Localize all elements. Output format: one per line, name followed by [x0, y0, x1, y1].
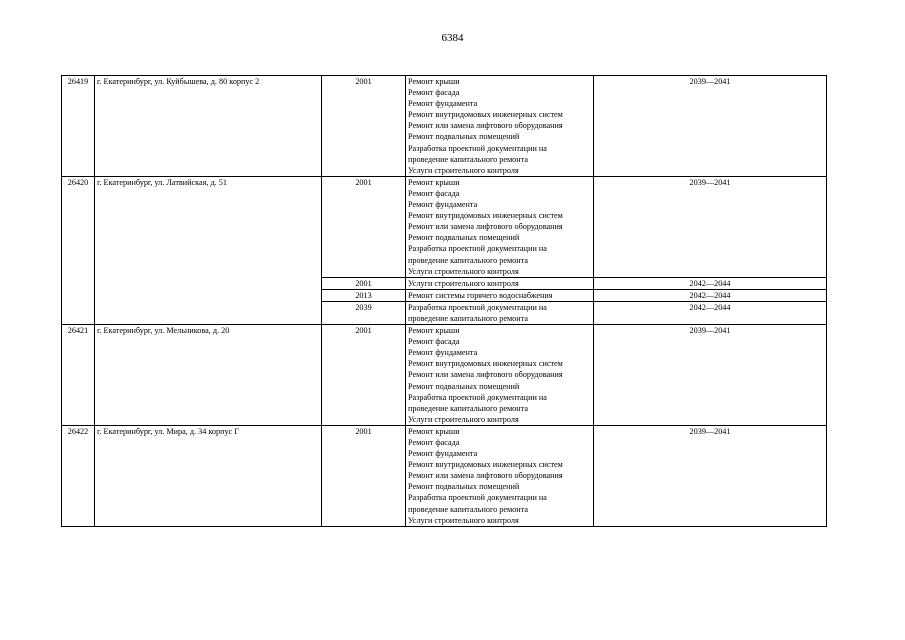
works-cell [406, 176, 594, 277]
work-item: Ремонт фасада [408, 337, 460, 347]
work-item: проведение капитального ремонта [408, 403, 528, 413]
work-item: Ремонт фасада [408, 438, 460, 447]
work-item: Ремонт внутридомовых инженерных систем [408, 460, 563, 470]
work-item: Ремонт или замена лифтового оборудования [408, 370, 563, 380]
work-item: Ремонт фундамента [408, 449, 478, 459]
work-item: Ремонт подвальных помещений [408, 482, 520, 492]
works-cell [406, 289, 594, 301]
works-cell [406, 301, 594, 324]
year-cell: 2001 [322, 425, 406, 526]
work-item: Ремонт подвальных помещений [408, 381, 520, 391]
work-item: Ремонт системы горячего водоснабжения [408, 290, 553, 300]
work-item: Ремонт крыши [408, 326, 460, 336]
work-item: Услуги строительного контроля [408, 278, 519, 288]
work-item: Разработка проектной документации на [408, 244, 547, 254]
works-cell [406, 277, 594, 289]
table-row [62, 325, 827, 426]
year-cell: 2013 [322, 289, 406, 301]
work-item: Ремонт фасада [408, 88, 460, 98]
work-item: Ремонт внутридомовых инженерных систем [408, 211, 563, 221]
works-cell [406, 76, 594, 177]
year-cell: 2001 [322, 176, 406, 277]
building-address: г. Екатеринбург, ул. Куйбышева, д. 80 корпус 2 [95, 76, 322, 177]
building-address: г. Екатеринбург, ул. Мира, д. 34 корпус Г [95, 425, 322, 526]
period-cell: 2039—2041 [594, 425, 827, 526]
work-item: Услуги строительного контроля [408, 266, 519, 276]
work-item: Разработка проектной документации на [408, 493, 547, 503]
work-item: Разработка проектной документации на [408, 392, 547, 402]
building-id: 26421 [62, 325, 95, 426]
period-cell: 2039—2041 [594, 325, 827, 426]
work-item: Ремонт внутридомовых инженерных систем [408, 110, 563, 120]
repair-schedule-table [61, 75, 827, 527]
work-item: Ремонт подвальных помещений [408, 233, 520, 243]
work-item: Ремонт крыши [408, 77, 460, 86]
building-id: 26419 [62, 76, 95, 177]
work-item: Ремонт или замена лифтового оборудования [408, 121, 563, 131]
year-cell: 2001 [322, 76, 406, 177]
work-item: Ремонт фундамента [408, 99, 478, 109]
period-cell: 2042—2044 [594, 289, 827, 301]
building-id: 26420 [62, 176, 95, 324]
work-item: Ремонт подвальных помещений [408, 132, 520, 142]
work-item: Ремонт фундамента [408, 348, 478, 358]
year-cell: 2001 [322, 277, 406, 289]
table-row [62, 176, 827, 277]
work-item: Ремонт крыши [408, 426, 460, 436]
work-item: Услуги строительного контроля [408, 165, 519, 175]
works-cell [406, 325, 594, 426]
work-item: Ремонт фундамента [408, 200, 478, 210]
work-item: Ремонт или замена лифтового оборудования [408, 222, 563, 232]
work-item: Услуги строительного контроля [408, 414, 519, 424]
year-cell: 2039 [322, 301, 406, 324]
page-number: 6384 [441, 32, 464, 44]
period-cell: 2039—2041 [594, 176, 827, 277]
year-cell: 2001 [322, 325, 406, 426]
period-cell: 2039—2041 [594, 76, 827, 177]
work-item: Разработка проектной документации на [408, 302, 547, 312]
work-item: проведение капитального ремонта [408, 154, 528, 164]
work-item: Ремонт или замена лифтового оборудования [408, 471, 563, 481]
building-address: г. Екатеринбург, ул. Латвийская, д. 51 [95, 176, 322, 324]
table-body [62, 76, 827, 527]
work-item: Ремонт фасада [408, 188, 460, 198]
table-row [62, 76, 827, 177]
period-cell: 2042—2044 [594, 277, 827, 289]
work-item: Ремонт внутридомовых инженерных систем [408, 359, 563, 369]
building-address: г. Екатеринбург, ул. Мельникова, д. 20 [95, 325, 322, 426]
work-item: Разработка проектной документации на [408, 143, 547, 153]
work-item: проведение капитального ремонта [408, 313, 528, 323]
work-item: проведение капитального ремонта [408, 255, 528, 265]
work-item: проведение капитального ремонта [408, 504, 528, 514]
work-item: Услуги строительного контроля [408, 515, 519, 525]
work-item: Ремонт крыши [408, 177, 460, 187]
works-cell [406, 425, 594, 526]
period-cell: 2042—2044 [594, 301, 827, 324]
table-row [62, 425, 827, 526]
building-id: 26422 [62, 425, 95, 526]
